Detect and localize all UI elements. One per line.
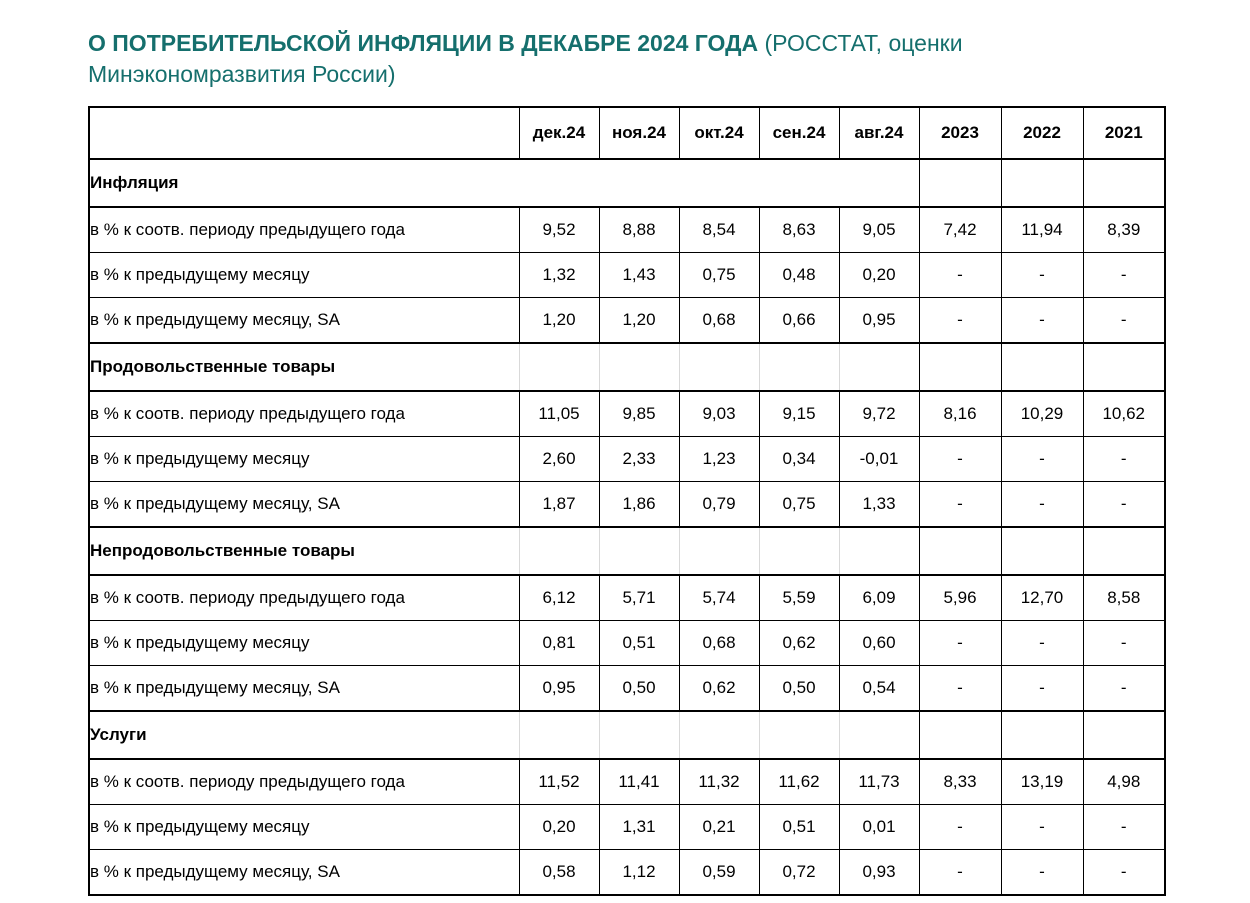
row-label: в % к предыдущему месяцу, SA	[89, 666, 519, 712]
table-cell: 11,32	[679, 759, 759, 805]
table-cell: -	[1083, 298, 1165, 344]
table-cell: 6,09	[839, 575, 919, 621]
empty-cell	[1083, 343, 1165, 391]
table-cell: 10,62	[1083, 391, 1165, 437]
table-cell: 2,60	[519, 437, 599, 482]
table-cell: 1,20	[599, 298, 679, 344]
data-row	[89, 298, 1165, 344]
table-cell: 0,79	[679, 482, 759, 528]
empty-cell	[599, 527, 679, 575]
section-row-services	[89, 711, 1165, 759]
row-label: в % к предыдущему месяцу, SA	[89, 850, 519, 896]
table-cell: -	[1083, 666, 1165, 712]
table-cell: 0,60	[839, 621, 919, 666]
empty-cell	[679, 527, 759, 575]
data-row	[89, 621, 1165, 666]
empty-cell	[839, 527, 919, 575]
empty-cell	[1001, 343, 1083, 391]
column-header-2021: 2021	[1083, 107, 1165, 159]
table-cell: 0,50	[599, 666, 679, 712]
section-label: Услуги	[89, 711, 519, 759]
table-cell: -	[1001, 805, 1083, 850]
table-cell: 0,59	[679, 850, 759, 896]
table-cell: -	[919, 621, 1001, 666]
table-cell: 0,68	[679, 298, 759, 344]
table-cell: 8,63	[759, 207, 839, 253]
table-cell: 0,62	[759, 621, 839, 666]
empty-cell	[1083, 159, 1165, 207]
table-cell: 8,88	[599, 207, 679, 253]
table-cell: 0,75	[759, 482, 839, 528]
empty-cell	[599, 711, 679, 759]
table-cell: 11,41	[599, 759, 679, 805]
table-cell: 1,12	[599, 850, 679, 896]
table-cell: 1,43	[599, 253, 679, 298]
section-row-nonfood	[89, 527, 1165, 575]
table-cell: 5,59	[759, 575, 839, 621]
empty-cell	[519, 343, 599, 391]
table-cell: 0,34	[759, 437, 839, 482]
row-label: в % к соотв. периоду предыдущего года	[89, 759, 519, 805]
row-label: в % к предыдущему месяцу	[89, 805, 519, 850]
data-row	[89, 850, 1165, 896]
page-title-subtitle: (РОССТАТ, оценки Минэкономразвития России)	[88, 30, 963, 87]
table-cell: -	[1001, 850, 1083, 896]
table-cell: 0,75	[679, 253, 759, 298]
table-cell: 0,51	[759, 805, 839, 850]
data-row	[89, 759, 1165, 805]
column-header-oct24: окт.24	[679, 107, 759, 159]
empty-cell	[519, 527, 599, 575]
table-cell: 9,52	[519, 207, 599, 253]
table-cell: 1,87	[519, 482, 599, 528]
table-cell: -	[1001, 298, 1083, 344]
page-title-bold: О ПОТРЕБИТЕЛЬСКОЙ ИНФЛЯЦИИ В ДЕКАБРЕ 2024 ГОДА	[88, 30, 759, 56]
column-header-sep24: сен.24	[759, 107, 839, 159]
data-row	[89, 253, 1165, 298]
data-row	[89, 437, 1165, 482]
table-cell: 8,39	[1083, 207, 1165, 253]
table-cell: 11,62	[759, 759, 839, 805]
table-cell: -	[1001, 482, 1083, 528]
table-cell: -	[1083, 805, 1165, 850]
table-cell: 0,51	[599, 621, 679, 666]
table-cell: 10,29	[1001, 391, 1083, 437]
table-cell: 0,66	[759, 298, 839, 344]
table-cell: 13,19	[1001, 759, 1083, 805]
empty-cell	[679, 343, 759, 391]
row-label: в % к предыдущему месяцу	[89, 253, 519, 298]
table-cell: 1,86	[599, 482, 679, 528]
page-title	[88, 28, 1168, 90]
row-label: в % к предыдущему месяцу, SA	[89, 298, 519, 344]
section-row-inflation	[89, 159, 1165, 207]
empty-cell	[519, 711, 599, 759]
table-cell: 0,62	[679, 666, 759, 712]
table-cell: 8,33	[919, 759, 1001, 805]
table-cell: 9,72	[839, 391, 919, 437]
empty-cell	[679, 711, 759, 759]
data-row	[89, 482, 1165, 528]
table-cell: 0,01	[839, 805, 919, 850]
row-label: в % к предыдущему месяцу, SA	[89, 482, 519, 528]
table-cell: 0,54	[839, 666, 919, 712]
table-cell: -	[1083, 621, 1165, 666]
empty-cell	[1001, 711, 1083, 759]
section-label: Непродовольственные товары	[89, 527, 519, 575]
table-cell: -	[1001, 666, 1083, 712]
empty-cell	[919, 711, 1001, 759]
table-cell: -	[919, 298, 1001, 344]
table-cell: 7,42	[919, 207, 1001, 253]
column-header-2023: 2023	[919, 107, 1001, 159]
table-cell: 1,33	[839, 482, 919, 528]
column-header-aug24: авг.24	[839, 107, 919, 159]
table-cell: 0,20	[839, 253, 919, 298]
table-cell: 8,58	[1083, 575, 1165, 621]
table-cell: -	[919, 850, 1001, 896]
table-cell: -	[1001, 253, 1083, 298]
table-cell: 8,16	[919, 391, 1001, 437]
empty-cell	[919, 343, 1001, 391]
table-cell: 5,71	[599, 575, 679, 621]
table-cell: -	[1083, 850, 1165, 896]
section-label: Инфляция	[89, 159, 919, 207]
table-cell: 11,52	[519, 759, 599, 805]
table-cell: 9,05	[839, 207, 919, 253]
section-row-food	[89, 343, 1165, 391]
table-cell: 11,73	[839, 759, 919, 805]
column-header-2022: 2022	[1001, 107, 1083, 159]
table-cell: 12,70	[1001, 575, 1083, 621]
table-cell: 1,20	[519, 298, 599, 344]
data-row	[89, 207, 1165, 253]
empty-cell	[759, 343, 839, 391]
empty-cell	[839, 343, 919, 391]
table-cell: 0,48	[759, 253, 839, 298]
empty-cell	[839, 711, 919, 759]
table-cell: 6,12	[519, 575, 599, 621]
header-row	[89, 107, 1165, 159]
empty-cell	[1083, 711, 1165, 759]
column-header-nov24: ноя.24	[599, 107, 679, 159]
data-row	[89, 666, 1165, 712]
table-cell: 0,20	[519, 805, 599, 850]
empty-cell	[759, 711, 839, 759]
table-cell: 0,58	[519, 850, 599, 896]
table-cell: 1,31	[599, 805, 679, 850]
table-cell: -	[1083, 482, 1165, 528]
row-label: в % к соотв. периоду предыдущего года	[89, 391, 519, 437]
table-cell: 0,50	[759, 666, 839, 712]
column-header-dec24: дек.24	[519, 107, 599, 159]
table-cell: 11,05	[519, 391, 599, 437]
table-cell: 1,32	[519, 253, 599, 298]
table-cell: 0,95	[839, 298, 919, 344]
table-cell: -	[1083, 437, 1165, 482]
data-row	[89, 575, 1165, 621]
table-cell: 1,23	[679, 437, 759, 482]
empty-cell	[1001, 159, 1083, 207]
row-label: в % к предыдущему месяцу	[89, 621, 519, 666]
table-cell: 0,68	[679, 621, 759, 666]
table-cell: -	[1001, 437, 1083, 482]
row-label: в % к предыдущему месяцу	[89, 437, 519, 482]
table-cell: 0,21	[679, 805, 759, 850]
data-row	[89, 805, 1165, 850]
table-cell: -	[1001, 621, 1083, 666]
empty-cell	[759, 527, 839, 575]
table-cell: -	[919, 253, 1001, 298]
table-cell: 9,85	[599, 391, 679, 437]
table-cell: 4,98	[1083, 759, 1165, 805]
row-label: в % к соотв. периоду предыдущего года	[89, 207, 519, 253]
table-cell: 5,74	[679, 575, 759, 621]
table-cell: 8,54	[679, 207, 759, 253]
empty-cell	[599, 343, 679, 391]
table-cell: 2,33	[599, 437, 679, 482]
empty-cell	[1001, 527, 1083, 575]
table-cell: 9,15	[759, 391, 839, 437]
empty-cell	[919, 527, 1001, 575]
inflation-table	[88, 106, 1166, 896]
table-cell: 9,03	[679, 391, 759, 437]
table-cell: 0,72	[759, 850, 839, 896]
table-cell: -	[1083, 253, 1165, 298]
section-services	[89, 711, 1165, 895]
table-cell: -	[919, 805, 1001, 850]
table-cell: -	[919, 437, 1001, 482]
empty-cell	[919, 159, 1001, 207]
table-cell: -0,01	[839, 437, 919, 482]
table-cell: -	[919, 482, 1001, 528]
table-cell: 5,96	[919, 575, 1001, 621]
table-cell: 0,93	[839, 850, 919, 896]
row-label: в % к соотв. периоду предыдущего года	[89, 575, 519, 621]
corner-cell	[89, 107, 519, 159]
table-cell: 0,95	[519, 666, 599, 712]
section-nonfood	[89, 527, 1165, 711]
table-cell: -	[919, 666, 1001, 712]
table-cell: 11,94	[1001, 207, 1083, 253]
section-food	[89, 343, 1165, 527]
data-row	[89, 391, 1165, 437]
section-label: Продовольственные товары	[89, 343, 519, 391]
section-inflation	[89, 159, 1165, 343]
table-cell: 0,81	[519, 621, 599, 666]
empty-cell	[1083, 527, 1165, 575]
